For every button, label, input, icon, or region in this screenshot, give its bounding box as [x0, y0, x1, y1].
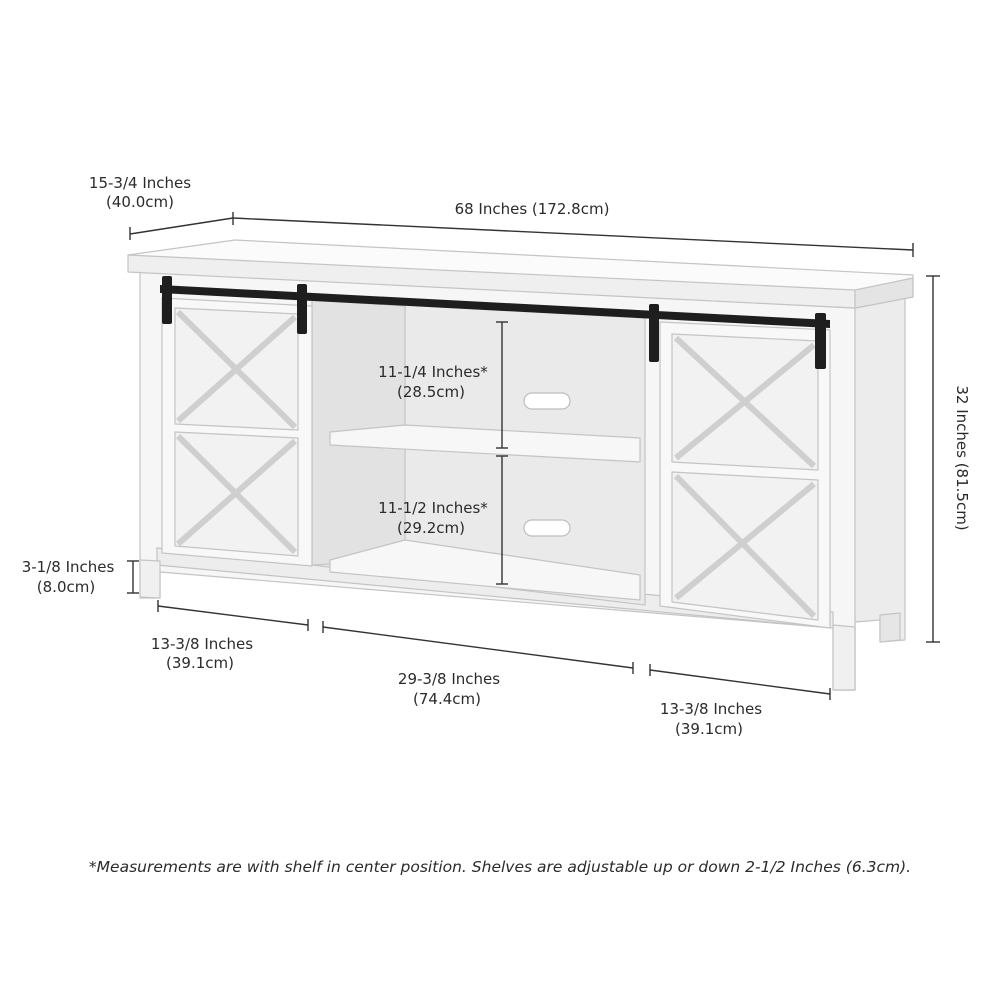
- width-label: 68 Inches (172.8cm): [454, 200, 610, 218]
- shelf-top-label-cm: (28.5cm): [397, 383, 465, 401]
- back-right-leg: [880, 613, 900, 642]
- leg-height-label-cm: (8.0cm): [36, 578, 96, 596]
- right-sliding-door[interactable]: [660, 322, 830, 628]
- shelf-bottom-label-cm: (29.2cm): [397, 519, 465, 537]
- center-open-label-inches: 29-3/8 Inches: [397, 670, 501, 688]
- cord-cutout-upper: [524, 393, 570, 409]
- shelf-bottom-label-inches: 11-1/2 Inches*: [378, 499, 488, 517]
- front-right-leg: [833, 625, 855, 690]
- center-open-dimension-line: [323, 627, 633, 668]
- depth-dimension-line: [130, 218, 233, 234]
- height-label: 32 Inches (81.5cm): [953, 385, 971, 531]
- door-hanger: [297, 284, 307, 334]
- left-door-label-cm: (39.1cm): [166, 654, 234, 672]
- measurement-footnote: *Measurements are with shelf in center position. Shelves are adjustable up or down 2-1/2 Inches (6.3cm).: [88, 858, 912, 876]
- door-hanger: [649, 304, 659, 362]
- door-hanger: [162, 276, 172, 324]
- depth-label-inches: 15-3/4 Inches: [88, 174, 192, 192]
- left-door-dimension-line: [158, 606, 308, 625]
- right-door-label-inches: 13-3/8 Inches: [659, 700, 763, 718]
- front-left-leg: [140, 560, 160, 598]
- center-open-label-cm: (74.4cm): [413, 690, 481, 708]
- cord-cutout-lower: [524, 520, 570, 536]
- left-door-label-inches: 13-3/8 Inches: [150, 635, 254, 653]
- door-hanger: [815, 313, 826, 369]
- right-door-dimension-line: [650, 670, 830, 694]
- depth-label-cm: (40.0cm): [106, 193, 174, 211]
- left-sliding-door[interactable]: [162, 298, 312, 566]
- right-door-label-cm: (39.1cm): [675, 720, 743, 738]
- leg-height-label-inches: 3-1/8 Inches: [21, 558, 115, 576]
- shelf-top-label-inches: 11-1/4 Inches*: [378, 363, 488, 381]
